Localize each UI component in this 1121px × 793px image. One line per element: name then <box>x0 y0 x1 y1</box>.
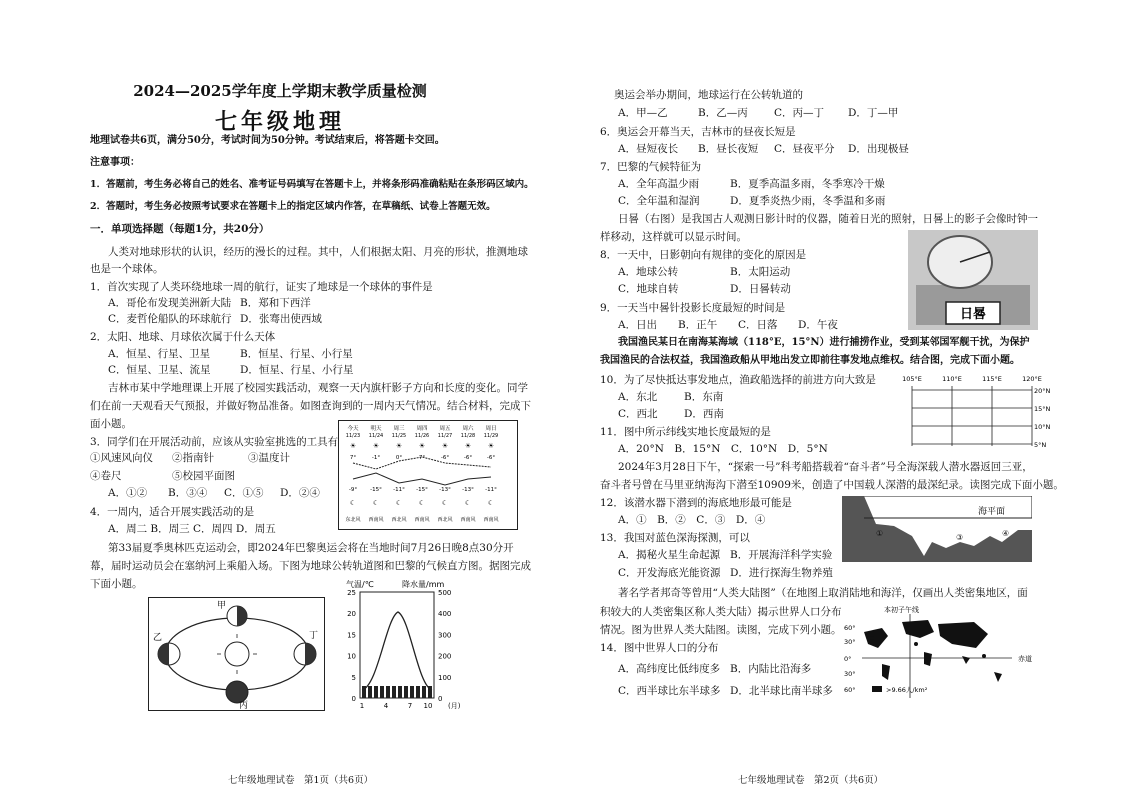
precip-tick: 200 <box>438 652 452 661</box>
intro-5b: 我国渔民的合法权益，我国渔政船从甲地出发立即前往事发地点维权。结合图，完成下面小题。 <box>600 355 1020 366</box>
weather-icon: ☀ <box>395 442 403 450</box>
q3-item-4: ④卷尺 <box>90 470 122 482</box>
q14-option-b: B．内陆比沿海多 <box>730 663 812 675</box>
latitude-label: 10°N <box>1034 423 1050 431</box>
sundial-svg <box>908 230 1038 330</box>
marker-4: ④ <box>1002 529 1010 538</box>
plot-frame <box>360 592 434 698</box>
question-13: 13．我国对蓝色深海探测，可以 <box>600 532 750 544</box>
population-clusters <box>864 620 1002 682</box>
question-14: 14．图中世界人口的分布 <box>600 642 719 654</box>
weather-low: -13° <box>439 487 451 493</box>
earth-jia-shade <box>237 606 247 626</box>
month-tick: 10 <box>423 702 433 710</box>
weather-forecast-figure <box>338 420 518 530</box>
q10-option-a: A．东北 <box>618 391 658 403</box>
question-3: 3．同学们在开展活动前，应该从实验室挑选的工具有 <box>90 436 339 448</box>
page-2 <box>560 0 1121 793</box>
temp-axis-label: 气温/℃ <box>346 580 374 589</box>
question-4: 4．一周内，适合开展实践活动的是 <box>90 506 255 518</box>
exam-title: 2024—2025学年度上学期末教学质量检测 <box>133 82 427 100</box>
weather-wind: 西北风 <box>437 517 453 523</box>
notes-title: 注意事项： <box>90 157 140 168</box>
orbit-figure <box>148 597 325 711</box>
human-continent-map <box>842 604 1038 700</box>
precip-bar <box>398 686 402 698</box>
month-tick: 7 <box>407 702 413 710</box>
low-temp-line <box>353 473 491 485</box>
q9-option-a: A．日出 <box>618 319 658 331</box>
question-9: 9．一天当中晷针投影长度最短的时间是 <box>600 302 786 314</box>
intro-5a: 我国渔民某日在南海某海域（118°E，15°N）进行捕捞作业，受到某邻国军舰干扰，为保护 <box>618 337 1030 348</box>
longitude-label: 110°E <box>942 375 962 383</box>
q3-option-b: B．③④ <box>168 487 208 499</box>
precip-bar <box>374 686 378 698</box>
q11-options: A．20°N B．15°N C．10°N D．5°N <box>618 443 828 455</box>
latitude-label: 5°N <box>1034 441 1047 449</box>
precip-axis-label: 降水量/mm <box>402 580 445 589</box>
weather-wind: 西北风 <box>391 517 407 523</box>
sea-level-label: 海平面 <box>978 507 1006 517</box>
precip-bar <box>416 686 420 698</box>
intro-6b: 奋斗者号曾在马里亚纳海沟下潜至10909米，创造了中国载人深潜的最深纪录。读图完成下面小题。 <box>600 479 1064 491</box>
weather-high: -6° <box>486 455 496 461</box>
prime-meridian-label: 本初子午线 <box>884 606 919 614</box>
weather-low: -13° <box>462 487 474 493</box>
q7-option-b: B．夏季高温多雨，冬季寒冷干燥 <box>730 178 885 190</box>
q8-option-a: A．地球公转 <box>618 266 679 278</box>
question-2: 2．太阳、地球、月球依次属于什么天体 <box>90 331 276 343</box>
note-1: 1．答题前，考生务必将自己的姓名、准考证号码填写在答题卡上，并将条形码准确粘贴在条形码区域内。 <box>90 179 534 190</box>
weather-forecast-svg <box>339 421 517 529</box>
q3-option-a: A．①② <box>108 487 148 499</box>
weather-icon: ☀ <box>372 442 380 450</box>
seafloor-svg <box>842 496 1032 562</box>
night-icon: ☾ <box>395 499 403 507</box>
intro-1a: 人类对地球形状的认识，经历的漫长的过程。其中，人们根据太阳、月亮的形状，推测地球 <box>108 246 528 258</box>
map-legend-label: >9.66人/km² <box>886 686 928 694</box>
q7-option-c: C．全年温和湿润 <box>618 195 700 207</box>
q8-option-b: B．太阳运动 <box>730 266 791 278</box>
month-tick: 4 <box>383 702 389 710</box>
q2-option-c: C．恒星、卫星、流星 <box>108 364 211 376</box>
grid-svg <box>900 372 1050 452</box>
temp-tick: 20 <box>347 610 356 619</box>
precip-tick: 500 <box>438 589 452 597</box>
q6-option-d: D．出现极昼 <box>848 143 909 155</box>
weather-date: 11/24 <box>368 433 384 439</box>
q10-option-d: D．西南 <box>684 408 724 420</box>
q6-option-a: A．昼短夜长 <box>618 143 679 155</box>
q8-option-c: C．地球自转 <box>618 283 679 295</box>
weather-low: -15° <box>370 487 382 493</box>
intro-4b: 样移动，这样就可以显示时间。 <box>600 231 747 243</box>
weather-date: 11/29 <box>483 433 499 439</box>
orbit-label-bing: 丙 <box>239 701 249 710</box>
equator-label: 赤道 <box>1018 655 1032 663</box>
latitude-label: 15°N <box>1034 405 1050 413</box>
month-tick: 1 <box>359 702 365 710</box>
q5-stem-continued: 奥运会举办期间，地球运行在公转轨道的 <box>614 89 803 101</box>
weather-day: 明天 <box>370 426 382 432</box>
population-map-svg <box>842 604 1038 700</box>
weather-wind: 西南风 <box>460 517 476 523</box>
map-legend-swatch <box>872 686 882 692</box>
q5-option-b: B．乙—丙 <box>698 107 748 119</box>
note-2: 2．答题时，考生务必按照考试要求在答题卡上的指定区域内作答，在草稿纸、试卷上答题无效。 <box>90 201 496 212</box>
intro-7a: 著名学者邦奇等曾用“人类大陆图”（在地图上取消陆地和海洋，仅画出人类密集地区，面 <box>618 587 1028 599</box>
temp-tick: 15 <box>347 631 356 640</box>
weather-wind: 西南风 <box>368 517 384 523</box>
q6-option-b: B．昼长夜短 <box>698 143 759 155</box>
intro-2c: 面小题。 <box>90 418 132 430</box>
q3-item-5: ⑤校园平面图 <box>172 470 235 482</box>
question-7: 7．巴黎的气候特征为 <box>600 161 702 173</box>
precip-tick: 100 <box>438 673 452 682</box>
intro-6a: 2024年3月28日下午，“探索一号”科考船搭载着“奋斗者”号全海深载人潜水器返回三亚， <box>618 461 1033 473</box>
temp-tick: 10 <box>347 652 356 661</box>
longitude-label: 105°E <box>902 375 922 383</box>
q2-option-a: A．恒星、行星、卫星 <box>108 348 211 360</box>
q9-option-b: B．正午 <box>678 319 718 331</box>
precip-bar <box>422 686 426 698</box>
q10-option-b: B．东南 <box>684 391 724 403</box>
q1-option-c: C．麦哲伦船队的环球航行 <box>108 313 232 325</box>
precip-tick: 300 <box>438 631 452 640</box>
sundial-label: 日晷 <box>959 307 987 322</box>
weather-day: 周三 <box>393 426 405 432</box>
page-1-footer: 七年级地理试卷 第1页（共6页） <box>228 775 374 786</box>
weather-low: -11° <box>485 487 497 493</box>
orbit-label-ding: 丁 <box>309 631 319 641</box>
q2-option-b: B．恒星、行星、小行星 <box>240 348 353 360</box>
weather-date: 11/27 <box>437 433 453 439</box>
weather-high: 0° <box>395 455 403 461</box>
q5-option-d: D．丁—甲 <box>848 107 899 119</box>
earth-ding-shade <box>305 643 316 665</box>
intro-3c: 下面小题。 <box>90 578 143 590</box>
map-lat-2: 30° <box>844 638 856 646</box>
weather-low: -9° <box>348 487 358 493</box>
page-1 <box>0 0 560 793</box>
sun-icon <box>225 642 249 666</box>
seafloor-profile <box>842 496 1032 562</box>
subject-title: 七年级地理 <box>214 109 345 135</box>
temp-tick: 25 <box>347 589 356 597</box>
orbit-svg <box>149 598 324 710</box>
q5-option-a: A．甲—乙 <box>618 107 668 119</box>
intro-2a: 吉林市某中学地理课上开展了校园实践活动，观察一天内旗杆影子方向和长度的变化。同学 <box>108 382 528 394</box>
weather-date: 11/25 <box>391 433 407 439</box>
weather-date: 11/23 <box>345 433 361 439</box>
weather-low: -11° <box>393 487 405 493</box>
section-1-title: 一．单项选择题（每题1分，共20分） <box>90 223 270 235</box>
q6-option-c: C．昼夜平分 <box>774 143 835 155</box>
temperature-curve <box>362 612 432 690</box>
weather-high: -1° <box>371 455 381 461</box>
weather-icon: ☀ <box>487 442 495 450</box>
night-icon: ☾ <box>464 499 472 507</box>
q9-option-d: D．午夜 <box>798 319 838 331</box>
weather-day: 周六 <box>462 426 474 432</box>
intro-1b: 也是一个球体。 <box>90 263 164 275</box>
paris-climate-chart <box>338 578 488 712</box>
longitude-label: 120°E <box>1022 375 1042 383</box>
q9-option-c: C．日落 <box>738 319 778 331</box>
q3-option-d: D．②④ <box>280 487 320 499</box>
q1-option-d: D．张骞出使西域 <box>240 313 322 325</box>
intro-7c: 情况。图为世界人类大陆图。读图，完成下列小题。 <box>600 624 842 636</box>
intro-2b: 们在前一天观看天气预报，并做好物品准备。如图查询到的一周内天气情况。结合材料，完成下 <box>90 400 531 412</box>
q1-option-a: A．哥伦布发现美洲新大陆 <box>108 297 232 309</box>
question-1: 1．首次实现了人类环绕地球一周的航行，证实了地球是一个球体的事件是 <box>90 281 433 293</box>
precip-bar <box>404 686 408 698</box>
night-icon: ☾ <box>487 499 495 507</box>
q2-option-d: D．恒星、行星、小行星 <box>240 364 354 376</box>
q14-option-d: D．北半球比南半球多 <box>730 685 833 697</box>
weather-high: -6° <box>440 455 450 461</box>
orbit-label-jia: 甲 <box>217 601 227 611</box>
map-lat-1: 60° <box>844 624 856 632</box>
question-10: 10．为了尽快抵达事发地点，渔政船选择的前进方向大致是 <box>600 374 876 386</box>
q3-option-c: C．①⑤ <box>224 487 264 499</box>
weather-wind: 西南风 <box>414 517 430 523</box>
weather-icon: ☀ <box>418 442 426 450</box>
weather-icon: ☀ <box>464 442 472 450</box>
q3-item-2: ②指南针 <box>172 452 214 464</box>
question-12: 12．该潜水器下潜到的海底地形最可能是 <box>600 497 792 509</box>
precip-bar <box>410 686 414 698</box>
marker-3: ③ <box>956 533 964 542</box>
intro-3b: 幕，届时运动员会在塞纳河上乘船入场。下图为地球公转轨道图和巴黎的气候直方图。据图完成 <box>90 560 531 572</box>
temp-tick: 0 <box>351 695 356 703</box>
q12-options: A．① B．② C．③ D．④ <box>618 514 766 526</box>
precip-bar <box>380 686 384 698</box>
question-11: 11．图中所示纬线实地长度最短的是 <box>600 426 771 438</box>
q13-option-a: A．揭秘火星生命起源 <box>618 549 721 561</box>
weather-date: 11/26 <box>414 433 430 439</box>
weather-high: 7° <box>418 455 426 461</box>
weather-high: 7° <box>349 455 357 461</box>
q13-option-d: D．进行探海生物养殖 <box>730 567 833 579</box>
q3-item-3: ③温度计 <box>248 452 290 464</box>
precip-bar <box>386 686 390 698</box>
weather-day: 周四 <box>416 426 428 432</box>
q7-option-d: D．夏季炎热少雨，冬季温和多雨 <box>730 195 886 207</box>
precip-bar <box>392 686 396 698</box>
question-6: 6．奥运会开幕当天，吉林市的昼夜长短是 <box>600 126 796 138</box>
weather-day: 周日 <box>485 426 497 432</box>
weather-low: -15° <box>416 487 428 493</box>
sundial-photo <box>908 230 1038 330</box>
weather-wind: 西南风 <box>483 517 499 523</box>
q5-option-c: C．丙—丁 <box>774 107 825 119</box>
night-icon: ☾ <box>372 499 380 507</box>
intro-3a: 第33届夏季奥林匹克运动会，即2024年巴黎奥运会将在当地时间7月26日晚8点30分开 <box>108 542 514 554</box>
marker-2: ② <box>918 541 926 550</box>
night-icon: ☾ <box>441 499 449 507</box>
q13-option-c: C．开发海底光能资源 <box>618 567 721 579</box>
weather-icon: ☀ <box>349 442 357 450</box>
night-icon: ☾ <box>418 499 426 507</box>
exam-info: 地理试卷共6页，满分50分，考试时间为50分钟。考试结束后，将答题卡交回。 <box>90 135 445 146</box>
climate-svg <box>338 578 488 712</box>
q10-option-c: C．西北 <box>618 408 658 420</box>
weather-date: 11/28 <box>460 433 476 439</box>
earth-yi-shade <box>158 643 169 665</box>
lat-lon-grid <box>900 372 1050 452</box>
weather-icon: ☀ <box>441 442 449 450</box>
q3-item-1: ①风速风向仪 <box>90 452 153 464</box>
q14-option-a: A．高纬度比低纬度多 <box>618 663 721 675</box>
precip-bar <box>368 686 372 698</box>
page-2-footer: 七年级地理试卷 第2页（共6页） <box>738 775 884 786</box>
precip-tick: 400 <box>438 610 452 619</box>
orbit-label-yi: 乙 <box>153 633 163 643</box>
question-8: 8．一天中，日影朝向有规律的变化的原因是 <box>600 249 807 261</box>
q4-options: A．周二 B．周三 C．周四 D．周五 <box>108 523 276 535</box>
night-icon: ☾ <box>349 499 357 507</box>
map-lat-5: 60° <box>844 686 856 694</box>
q14-option-c: C．西半球比东半球多 <box>618 685 721 697</box>
longitude-label: 115°E <box>982 375 1002 383</box>
marker-1: ① <box>876 529 884 538</box>
weather-day: 今天 <box>347 426 359 432</box>
intro-7b: 积较大的人类密集区称人类大陆）揭示世界人口分布 <box>600 606 842 618</box>
map-lat-4: 30° <box>844 670 856 678</box>
earth-bing-icon <box>226 681 248 703</box>
latitude-label: 20°N <box>1034 387 1050 395</box>
weather-wind: 东北风 <box>345 517 361 523</box>
weather-high: -6° <box>463 455 473 461</box>
q13-option-b: B．开展海洋科学实验 <box>730 549 833 561</box>
temp-tick: 5 <box>351 673 356 682</box>
q7-option-a: A．全年高温少雨 <box>618 178 700 190</box>
q8-option-d: D．日晷转动 <box>730 283 791 295</box>
intro-4a: 日晷（右图）是我国古人观测日影计时的仪器，随着日光的照射，日晷上的影子会像时钟一 <box>618 213 1038 225</box>
weather-day: 周五 <box>439 426 451 432</box>
q1-option-b: B．郑和下西洋 <box>240 297 311 309</box>
precip-tick: 0 <box>438 695 443 703</box>
map-lat-3: 0° <box>844 655 852 663</box>
month-unit: (月) <box>448 702 461 710</box>
